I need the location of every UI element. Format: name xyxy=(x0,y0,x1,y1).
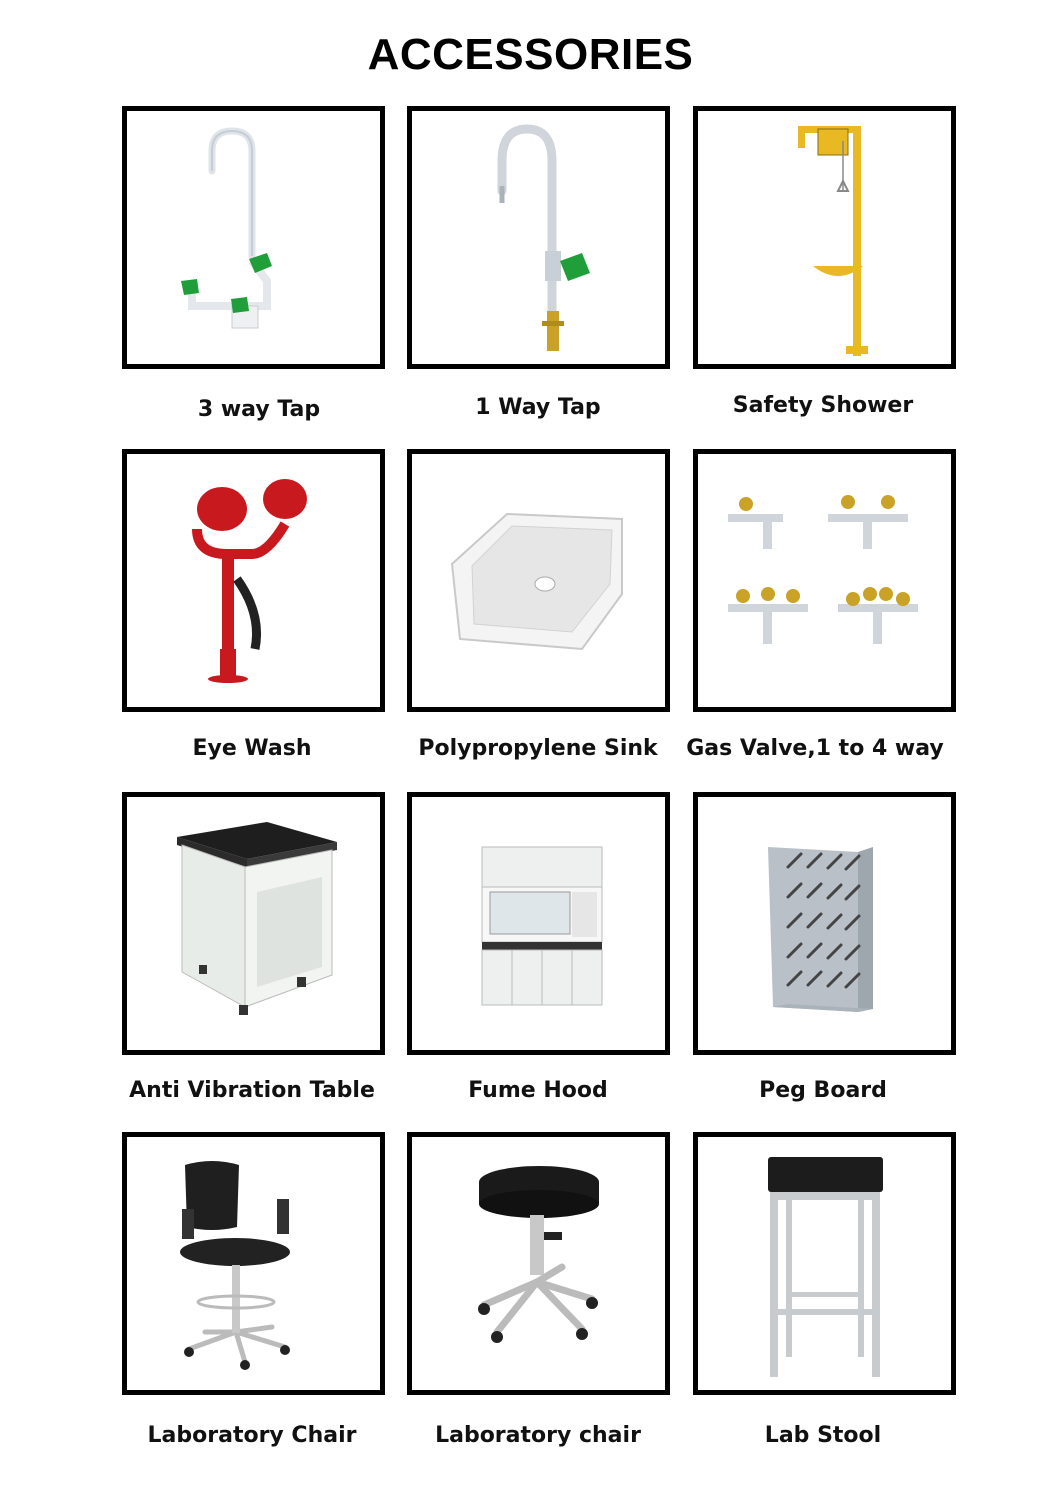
image-peg-board xyxy=(693,792,956,1055)
gas-valves-icon xyxy=(698,454,951,707)
stool-chair-icon xyxy=(412,1137,665,1390)
image-laboratory-stool-chair xyxy=(407,1132,670,1395)
table-icon xyxy=(127,797,380,1050)
item-label: 3 way Tap xyxy=(197,397,321,422)
sink-icon xyxy=(412,454,665,707)
image-fume-hood xyxy=(407,792,670,1055)
peg-board-icon xyxy=(698,797,951,1050)
image-three-way-tap xyxy=(122,106,385,369)
page-title: ACCESSORIES xyxy=(367,30,694,79)
three-way-tap-icon xyxy=(127,111,380,364)
item-label: Laboratory Chair xyxy=(147,1423,357,1448)
item-label: Eye Wash xyxy=(192,736,312,761)
safety-shower-icon xyxy=(698,111,951,364)
one-way-tap-icon xyxy=(412,111,665,364)
item-label: Safety Shower xyxy=(732,393,914,418)
item-label: Fume Hood xyxy=(468,1078,608,1103)
item-label: Gas Valve,1 to 4 way xyxy=(686,736,944,761)
item-label: Lab Stool xyxy=(764,1423,882,1448)
bar-stool-icon xyxy=(698,1137,951,1390)
item-label: Anti Vibration Table xyxy=(129,1078,375,1103)
eye-wash-icon xyxy=(127,454,380,707)
lab-chair-icon xyxy=(127,1137,380,1390)
fume-hood-icon xyxy=(412,797,665,1050)
item-label: Peg Board xyxy=(759,1078,887,1103)
image-one-way-tap xyxy=(407,106,670,369)
item-label: Polypropylene Sink xyxy=(418,736,658,761)
image-gas-valves xyxy=(693,449,956,712)
image-lab-stool xyxy=(693,1132,956,1395)
image-eye-wash xyxy=(122,449,385,712)
item-label: Laboratory chair xyxy=(435,1423,641,1448)
image-polypropylene-sink xyxy=(407,449,670,712)
image-safety-shower xyxy=(693,106,956,369)
image-laboratory-chair xyxy=(122,1132,385,1395)
item-label: 1 Way Tap xyxy=(475,395,601,420)
image-anti-vibration-table xyxy=(122,792,385,1055)
